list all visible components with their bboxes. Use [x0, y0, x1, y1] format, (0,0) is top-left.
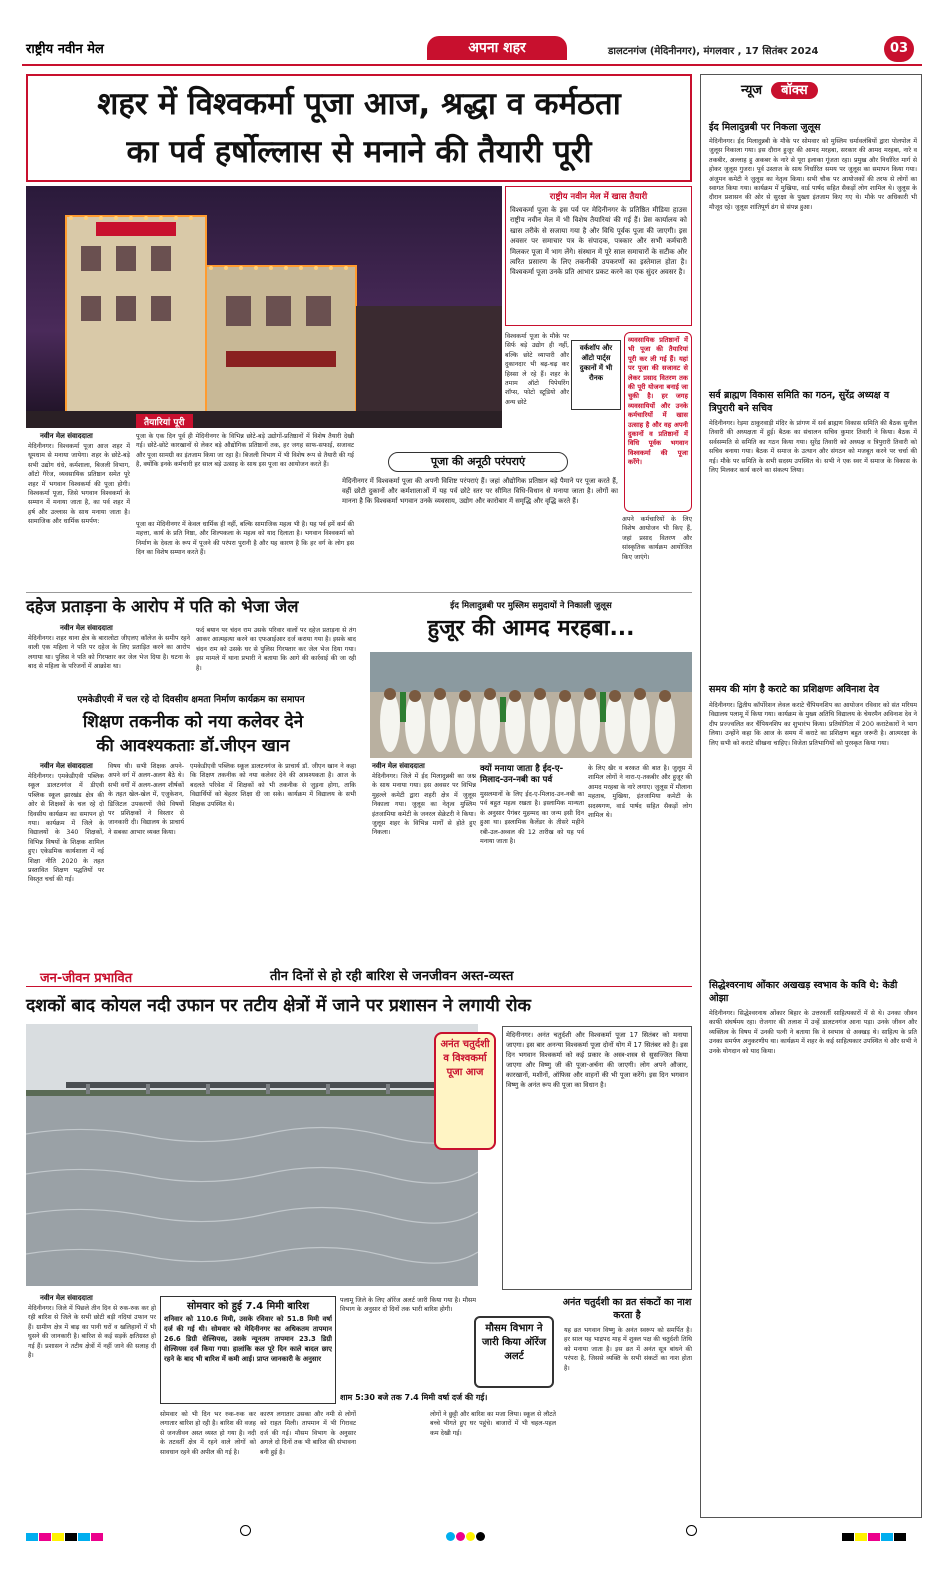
- news-box-header: [741, 79, 901, 99]
- eid-body-1: मेदिनीनगर। जिले में ईद मिलादुन्नबी का जश्न के साथ मनाया गया। इस अवसर पर विभिन्न मुहल्ले कमेटी द्वारा शहरी क्षेत्र में जुलूस निकाला गया। जुलूस का नेतृत्व मुस्लिम इंतजामिया कमेटी के जनरल सेक्रेटरी ने किया। जुलूस शहर के विभिन्न मार्गों से होते हुए निकला।: [372, 773, 476, 837]
- rain-headline: दशकों बाद कोयल नदी उफान पर तटीय क्षेत्रों में जाने पर प्रशासन ने लगायी रोक: [26, 996, 531, 1016]
- registration-mark-1: [240, 1525, 251, 1536]
- rain-body-3: कारण लगातार उसका और नमी से लोगों को राहत मिली। तापमान में भी गिरावट दर्ज की गई। मौसम विभाग के अनुसार अगले दो दिनों तक भी बारिश की संभावना बनी हुई है।: [260, 1411, 356, 1456]
- capacity-strap: एमकेडीएवी में चल रहे दो दिवसीय क्षमता निर्माण कार्यक्रम का समापन: [77, 695, 305, 705]
- building-illustration: [26, 186, 502, 428]
- capacity-bureau: नवीन मेल संवाददाता: [40, 762, 93, 770]
- lead-photo-caption: तैयारियां पूरी: [136, 414, 193, 428]
- eid-photo: [370, 652, 692, 758]
- news-item1-head: ईद मिलादुन्नबी पर निकला जुलूस: [709, 122, 821, 133]
- news-box-label-1: न्यूज: [741, 83, 763, 98]
- rain-body-4: लोगों ने छुट्टी और बारिश का मजा लिया। स्कूल से लौटते बच्चे भीगते हुए घर पहुंचे। बाजारों में भी चहल-पहल कम देखी गई।: [430, 1411, 556, 1437]
- rain-bureau: नवीन मेल संवाददाता: [40, 1294, 93, 1302]
- cmyk-bar-left: [26, 1526, 104, 1545]
- news-item2-body: मेदिनीनगर। रेड़मा ठाकुरवाड़ी मंदिर के प्रांगण में सर्व ब्राह्मण विकास समिति की बैठक सुनील तिवारी की अध्यक्षता में हुई। बैठक का संचालन सचिव कुमार तिवारी ने किया। बैठक में सर्वसम्मति से समिति का गठन किया गया। सुरेंद्र तिवारी को अध्यक्ष व त्रिपुरारी तिवारी को सचिव बनाया गया। बैठक में समाज के उत्थान और संगठन को मजबूत करने पर चर्चा की गई। मौके पर समिति के सभी सदस्य उपस्थित थे। सभी ने एक स्वर में समाज के विकास के लिए मिलकर कार्य करने का संकल्प लिया।: [709, 420, 917, 475]
- dowry-headline: दहेज प्रताड़ना के आरोप में पति को भेजा जेल: [26, 597, 299, 616]
- anant-subhead: अनंत चतुर्दशी का व्रत संकटों का नाश करता है: [562, 1297, 692, 1321]
- special-box-body: विश्वकर्मा पूजा के इस पर्व पर मेदिनीनगर के प्रतिष्ठित मीडिया हाउस राष्ट्रीय नवीन मेल में भी विशेष तैयारियां की गई हैं। प्रेस कार्यालय को खास तरीके से सजाया गया है और विधि पूर्वक पूजा की जाएगी। इस अवसर पर समाचार पत्र के संपादक, पत्रकार और सभी कर्मचारी मिलकर पूजा में भाग लेंगे। संस्थान में पूरे साल समाचारों के सटीक और त्वरित प्रसारण के लिए तकनीकी उपकरणों का इस्तेमाल होता है। विश्वकर्मा पूजा उनके प्रति आभार प्रकट करने का एक सुंदर अवसर है।: [510, 206, 687, 277]
- lead-headline-2: का पर्व हर्षोल्लास से मनाने की तैयारी पूरी: [126, 134, 592, 170]
- eid-subhead: क्यों मनाया जाता है ईद-ए-मिलाद-उन-नबी का पर्व: [480, 764, 564, 785]
- eid-bureau: नवीन मेल संवाददाता: [372, 762, 425, 770]
- cmyk-bar-right: [842, 1526, 907, 1545]
- tradition-title: पूजा की अनूठी परंपराएं: [388, 452, 568, 472]
- rain-box-foot: शाम 5:30 बजे तक 7.4 मिमी वर्षा दर्ज की गई।: [340, 1393, 488, 1402]
- rain-body-1: मेदिनीनगर। जिले में पिछले तीन दिन से रुक-रुक कर हो रही बारिश से जिले के सभी छोटी बड़ी नदियां उफान पर हैं। ग्रामीण क्षेत्र में बाढ़ का पानी घरों व खलिहानों में भी घुसने की जानकारी है। बारिश से कई सड़कें क्षतिग्रस्त हो गई हैं। प्रशासन ने तटीय क्षेत्रों में नहीं जाने की सलाह दी है।: [28, 1305, 156, 1360]
- eid-body-2: मुसलमानों के लिए ईद-ए-मिलाद-उन-नबी का पर्व बहुत महत्व रखता है। इस्लामिक मान्यता के अनुसार पैगंबर मुहम्मद का जन्म इसी दिन हुआ था। इस्लामिक कैलेंडर के तीसरे महीने रबी-उल-अव्वल की 12 तारीख को यह पर्व मनाया जाता है।: [480, 791, 584, 846]
- news-item3-body: मेदिनीनगर। द्वितीय कॉर्पोरेशन लेवल कराटे चैंपियनशिप का आयोजन रविवार को संत मरियम विद्यालय पलामू में किया गया। कार्यक्रम के मुख्य अतिथि विद्यालय के चेयरमैन अविनाश देव ने दीप प्रज्ज्वलित कर चैंपियनशिप का शुभारंभ किया। प्रतियोगिता में 200 कराटेकारों ने भाग लिया। उन्होंने कहा कि आज के समय में कराटे का प्रशिक्षण बहुत जरूरी है। आत्मरक्षा के लिए सभी को कराटे सीखना चाहिए। विजेता प्रतिभागियों को पुरस्कृत किया गया।: [709, 702, 917, 747]
- rain-strap-right: तीन दिनों से हो रही बारिश से जनजीवन अस्त-व्यस्त: [270, 969, 514, 984]
- lead-body-3: पूजा का मेदिनीनगर में केवल धार्मिक ही नहीं, बल्कि सामाजिक महत्व भी है। यह पर्व हमें कर्म की महत्ता, कार्य के प्रति निष्ठा, और शिल्पकला के महत्व को याद दिलाता है। भगवान विश्वकर्मा को निर्माण के देवता के रूप में पूजने की परंपरा पुरानी है और यह कारण है कि हर वर्ग के लोग इस दिन का विशेष सम्मान करते हैं।: [136, 521, 354, 557]
- news-box-label-2: बॉक्स: [771, 82, 818, 99]
- dowry-bureau: नवीन मेल संवाददाता: [60, 624, 113, 632]
- masthead: [22, 36, 922, 66]
- river-photo: [26, 1024, 478, 1286]
- news-item2-head: सर्व ब्राह्मण विकास समिति का गठन, सुरेंद्र अध्यक्ष व त्रिपुरारी बने सचिव: [709, 390, 890, 414]
- dateline: डालटनगंज (मेदिनीनगर), मंगलवार , 17 सितंबर 2024: [608, 46, 819, 57]
- lead-headline-1: शहर में विश्वकर्मा पूजा आज, श्रद्धा व कर्मठता: [97, 86, 621, 122]
- news-item4-head: सिद्धेश्वरनाथ ओंकार अखखड़ स्वभाव के कवि थे: केडी ओझा: [709, 980, 898, 1004]
- rain-strap-left: जन-जीवन प्रभावित: [40, 971, 133, 986]
- news-item1-body: मेदिनीनगर। ईद मिलादुन्नबी के मौके पर सोमवार को मुस्लिम धर्मावलंबियों द्वारा पोलपोल में जुलूस निकाला गया। इस दौरान हुजूर की आमद मरहबा, सरकार की आमद मरहबा, नारे व तकबीर, अल्लाह हु अकबर के नारे से पूरा इलाका गूंजता रहा। प्रमुख और निर्धारित मार्ग से होकर जुलूस गुजरा। पूर्व उस्ताज के साथ निर्धारित समय पर जुलूस का समापन किया गया। अंजुमन कमेटी ने जुलूस का नेतृत्व किया। सभी चौक पर आयोजकों की तरफ से लोगों का स्वागत किया गया। कार्यक्रम में मुखिया, वार्ड पार्षद सहित सैकड़ों लोग शामिल थे। जुलूस के दौरान प्रशासन की ओर से सुरक्षा के पुख्ता इंतजाम किए गए थे। मौके पर अधिकारी भी मौजूद रहे। जुलूस शांतिपूर्ण ढंग से संपन्न हुआ।: [709, 138, 917, 211]
- anant-body: मेदिनीनगर। अनंत चतुर्दशी और विश्वकर्मा पूजा 17 सितंबर को मनाया जाएगा। इस बार अनन्या विश्वकर्मा पूजा दोनों योग में 17 सितंबर को है। इस दिन भगवान विश्वकर्मा को कई प्रकार के अस्त्र-शस्त्र से सुसज्जित किया जाएगा और विष्णु जी की पूजा-अर्चना की जाएगी। लोग अपने औजार, कारखानों, मशीनों, ऑफिस और वाहनों की भी पूजा करेंगे। इस दिन भगवान विष्णु के अनंत रूप की पूजा का विधान है।: [502, 1026, 692, 1290]
- eid-headline: हुजूर की आमद मरहबा...: [427, 616, 635, 641]
- news-item3-head: समय की मांग है कराटे का प्रशिक्षणः अविनाश देव: [709, 684, 879, 695]
- rain-body-2: सोमवार को भी दिन भर रुक-रुक कर लगातार बारिश हो रही है। बारिश की वजह से जनजीवन अस्त व्यस्त हो गया है। नदी के तटवर्ती क्षेत्र में रहने वाले लोगों को सावधान रहने की अपील की गई है।: [160, 1411, 256, 1456]
- rain-box: [160, 1296, 336, 1404]
- page-number: 03: [884, 36, 914, 62]
- masthead-rule: [22, 64, 922, 66]
- anant-badge: अनंत चतुर्दशी व विश्वकर्मा पूजा आज: [434, 1032, 496, 1150]
- anant-sub-body: यह व्रत भगवान विष्णु के अनंत स्वरूप को समर्पित है। हर साल यह भाद्रपद माह में शुक्ल पक्ष की चतुर्दशी तिथि को मनाया जाता है। इस व्रत में अनंत सूत्र बांधने की परंपरा है, जिससे व्यक्ति के सभी संकटों का नाश होता है।: [564, 1327, 692, 1372]
- registration-strip: [26, 1526, 922, 1536]
- tradition-body: मेदिनीनगर में विश्वकर्मा पूजा की अपनी विशिष्ट परंपराएं हैं। जहां औद्योगिक प्रतिष्ठान बड़े पैमाने पर पूजा करते हैं, वहीं छोटी दुकानों और कर्मशालाओं में यह पर्व छोटे स्तर पर सीमित विधि-विधान से मनाया जाता है। लोगों का मानना है कि विश्वकर्मा भगवान उनके व्यवसाय, उद्योग और कारोबार में समृद्धि और वृद्धि करते हैं।: [342, 477, 618, 505]
- cmyk-dots-center: [446, 1526, 486, 1545]
- alert-text: पलामू जिले के लिए ऑरेंज अलर्ट जारी किया गया है। मौसम विभाग के अनुसार दो दिनों तक भारी बारिश होगी।: [340, 1297, 476, 1314]
- rain-box-title: सोमवार को हुई 7.4 मिमी बारिश: [186, 1301, 310, 1312]
- procession-illustration: [370, 652, 692, 758]
- capacity-body-1: मेदिनीनगर। एमकेडीएवी पब्लिक स्कूल डालटनगंज में डीएवी पब्लिक स्कूल झारखंड क्षेत्र की ओर से शिक्षकों के चल रहे दो दिवसीय कार्यक्रम का समापन हो गया। कार्यक्रम में जिले के विद्यालयों के 340 शिक्षकों, विभिन्न विषयों के शिक्षक शामिल हुए। एकेडमिक कार्यशाला में नई शिक्षा नीति 2020 के तहत प्रस्तावित शिक्षण पद्धतियों पर विस्तृत चर्चा की गई।: [28, 773, 104, 884]
- eid-body-3: के लिए खैर व बरकत की बात है। जुलूस में शामिल लोगों ने नारा-ए-तकबीर और हुजूर की आमद मरहबा के नारे लगाए। जुलूस में मौलाना महताब, मुखिया, इंतजामिया कमेटी के सदस्यगण, वार्ड पार्षद सहित सैकड़ों लोग शामिल थे।: [588, 765, 692, 820]
- lead-body-2: पूजा के एक दिन पूर्व ही मेदिनीनगर के विभिन्न छोटे-बड़े उद्योगों-प्रतिष्ठानों में विशेष तैयारी देखी गई। छोटे-छोटे कारखानों से लेकर बड़े औद्योगिक प्रतिष्ठानों तक, हर जगह साफ-सफाई, सजावट और पूजा सामग्री का इंतजाम किया जा रहा है। बिजली विभाग में भी विशेष रूप से तैयारी की गई है, क्योंकि इनके कर्मचारी हर साल बड़े उत्साह के साथ इस पूजा का आयोजन करते हैं।: [136, 433, 354, 469]
- lead-body-1: मेदिनीनगर। विश्वकर्मा पूजा आज शहर में धूमधाम से मनाया जायेगा। शहर के छोटे-बड़े सभी उद्योग धंधे, कर्मशाला, बिजली विभाग, ऑटो गैरेज, व्यवसायिक प्रतिष्ठान समेत पूरे शहर में भगवान विश्वकर्मा की पूजा होगी। विश्वकर्मा पूजा, जिसे भगवान विश्वकर्मा के सम्मान में मनाया जाता है, का पर्व शहर में हर्ष और उल्लास के साथ मनाया जाता है। सामाजिक और धार्मिक समर्पण:: [28, 443, 130, 526]
- dowry-body-1: मेदिनीनगर। शहर थाना क्षेत्र के बारालोटा जीएलए कॉलेज के समीप रहने वाली एक महिला ने पति पर दहेज के लिए प्रताड़ित करने का आरोप लगाया था। पुलिस ने पति को गिरफ्तार कर जेल भेज दिया है। घटना के बाद से महिला के परिजनों में आक्रोश था।: [28, 635, 190, 671]
- capacity-body-3: एमकेडीएवी पब्लिक स्कूल डालटनगंज के प्राचार्य डॉ. जीएन खान ने कहा कि शिक्षण तकनीक को नया कलेवर देने की आवश्यकता है। आज के बदलते परिवेश में शिक्षकों को भी तकनीक से जुड़ना होगा, ताकि विद्यार्थियों को बेहतर शिक्षा दी जा सके। कार्यक्रम में विद्यालय के सभी शिक्षक उपस्थित थे।: [190, 763, 356, 808]
- lead-headline-box: [26, 74, 692, 182]
- alert-box: मौसम विभाग ने जारी किया ऑरेंज अलर्ट: [474, 1316, 554, 1388]
- lead-bureau: नवीन मेल संवाददाता: [40, 432, 93, 440]
- section-label: अपना शहर: [427, 36, 567, 60]
- rain-box-body: शनिवार को 110.6 मिमी, उसके रविवार को 51.8 मिमी वर्षा दर्ज की गई थी। सोमवार को मेदिनीनगर का अधिकतम तापमान 26.6 डिग्री सेल्सियस, उसके न्यूनतम तापमान 23.3 डिग्री सेल्सियस दर्ज किया गया। हालांकि कल पूरे दिन काले बादल छाए रहने के बाद भी बारिश में कमी आई। प्राप्त जानकारी के अनुसार: [164, 1315, 332, 1363]
- dowry-body-2: फर्द बयान पर चंदन राम उसके परिवार वालों पर दहेज प्रताड़ना से तंग आकर आत्महत्या करने का एफआईआर दर्ज कराया गया है। इसके बाद चंदन राम को उसके घर से पुलिस गिरफ्तार कर जेल भेज दिया गया। इस मामले में थाना प्रभारी ने बताया कि आगे की कार्रवाई की जा रही है।: [196, 627, 356, 672]
- capacity-headline-2: की आवश्यकताः डॉ.जीएन खान: [96, 736, 290, 756]
- special-box: [505, 186, 692, 326]
- rain-strap-rule: [26, 986, 692, 987]
- eid-strap: ईद मिलादुन्नबी पर मुस्लिम समुदायों ने निकाली जुलूस: [450, 601, 612, 611]
- river-illustration: [26, 1024, 478, 1286]
- capacity-headline-1: शिक्षण तकनीक को नया कलेवर देने: [82, 712, 304, 732]
- capacity-body-2: विषय थी। सभी शिक्षक अपने-अपने वर्ग में अलग-अलग बैठे थे। सभी वर्गों में अलग-अलग शीर्षकों के तहत खेल-खेल में, एजुकेशन, डिजिटल उपकरणों जैसे विषयों पर प्रशिक्षकों ने विस्तार से जानकारी दी। विद्यालय के प्राचार्य ने सबका आभार व्यक्त किया।: [108, 763, 184, 836]
- tradition-note: अपने कर्मचारियों के लिए विशेष आयोजन भी किए हैं, जहां प्रसाद वितरण और सांस्कृतिक कार्यक्रम आयोजित किए जाएंगे।: [622, 516, 692, 561]
- workshop-box: विश्वकर्मा पूजा के मौके पर सिर्फ बड़े उद्योग ही नहीं, बल्कि छोटे व्यापारी और दुकानदार भी बढ़-चढ़ कर हिस्सा ले रहे हैं। शहर के तमाम ऑटो पिपेयरिंग शॉप्स, फोटो स्टूडियो और अन्य छोटे: [505, 333, 569, 406]
- paper-logo: राष्ट्रीय नवीन मेल: [26, 42, 104, 57]
- tradition-box: [342, 452, 620, 584]
- news-box: [700, 74, 922, 1518]
- special-box-title: राष्ट्रीय नवीन मेल में खास तैयारी: [549, 192, 648, 202]
- business-box: व्यवसायिक प्रतिष्ठानों में भी पूजा की तैयारियां पूरी कर ली गई हैं। यहां पर पूजा की सजावट से लेकर प्रसाद वितरण तक की पूरी योजना बनाई जा चुकी है। हर जगह व्यवसायियों और उनके कर्मचारियों में खास उत्साह है और वह अपनी दुकानों व प्रतिष्ठानों में विधि पूर्वक भगवान विश्वकर्मा की पूजा करेंगे।: [624, 332, 692, 512]
- workers-box: वर्कशॉप और ऑटो पार्ट्स दुकानों में भी रौनक: [571, 340, 621, 410]
- lead-photo-building: [26, 186, 502, 428]
- divider: [26, 592, 692, 593]
- news-item4-body: मेदिनीनगर। सिद्धेश्वरनाथ ओंकार बिहार के उत्तरवर्ती साहित्यकारों में से थे। उनका जीवन काफी संघर्षमय रहा। रोजगार की तलाश में उन्हें डालटनगंज आना पड़ा। उनके जीवन और व्यक्तित्व के विषय में उनकी पत्नी ने बताया कि वे स्वभाव से अक्खड़ थे। साहित्य के प्रति उनका समर्पण अनुकरणीय था। कार्यक्रम में शहर के कई साहित्यकार उपस्थित थे और सभी ने उनके योगदान को याद किया।: [709, 1010, 917, 1055]
- registration-mark-2: [686, 1525, 697, 1536]
